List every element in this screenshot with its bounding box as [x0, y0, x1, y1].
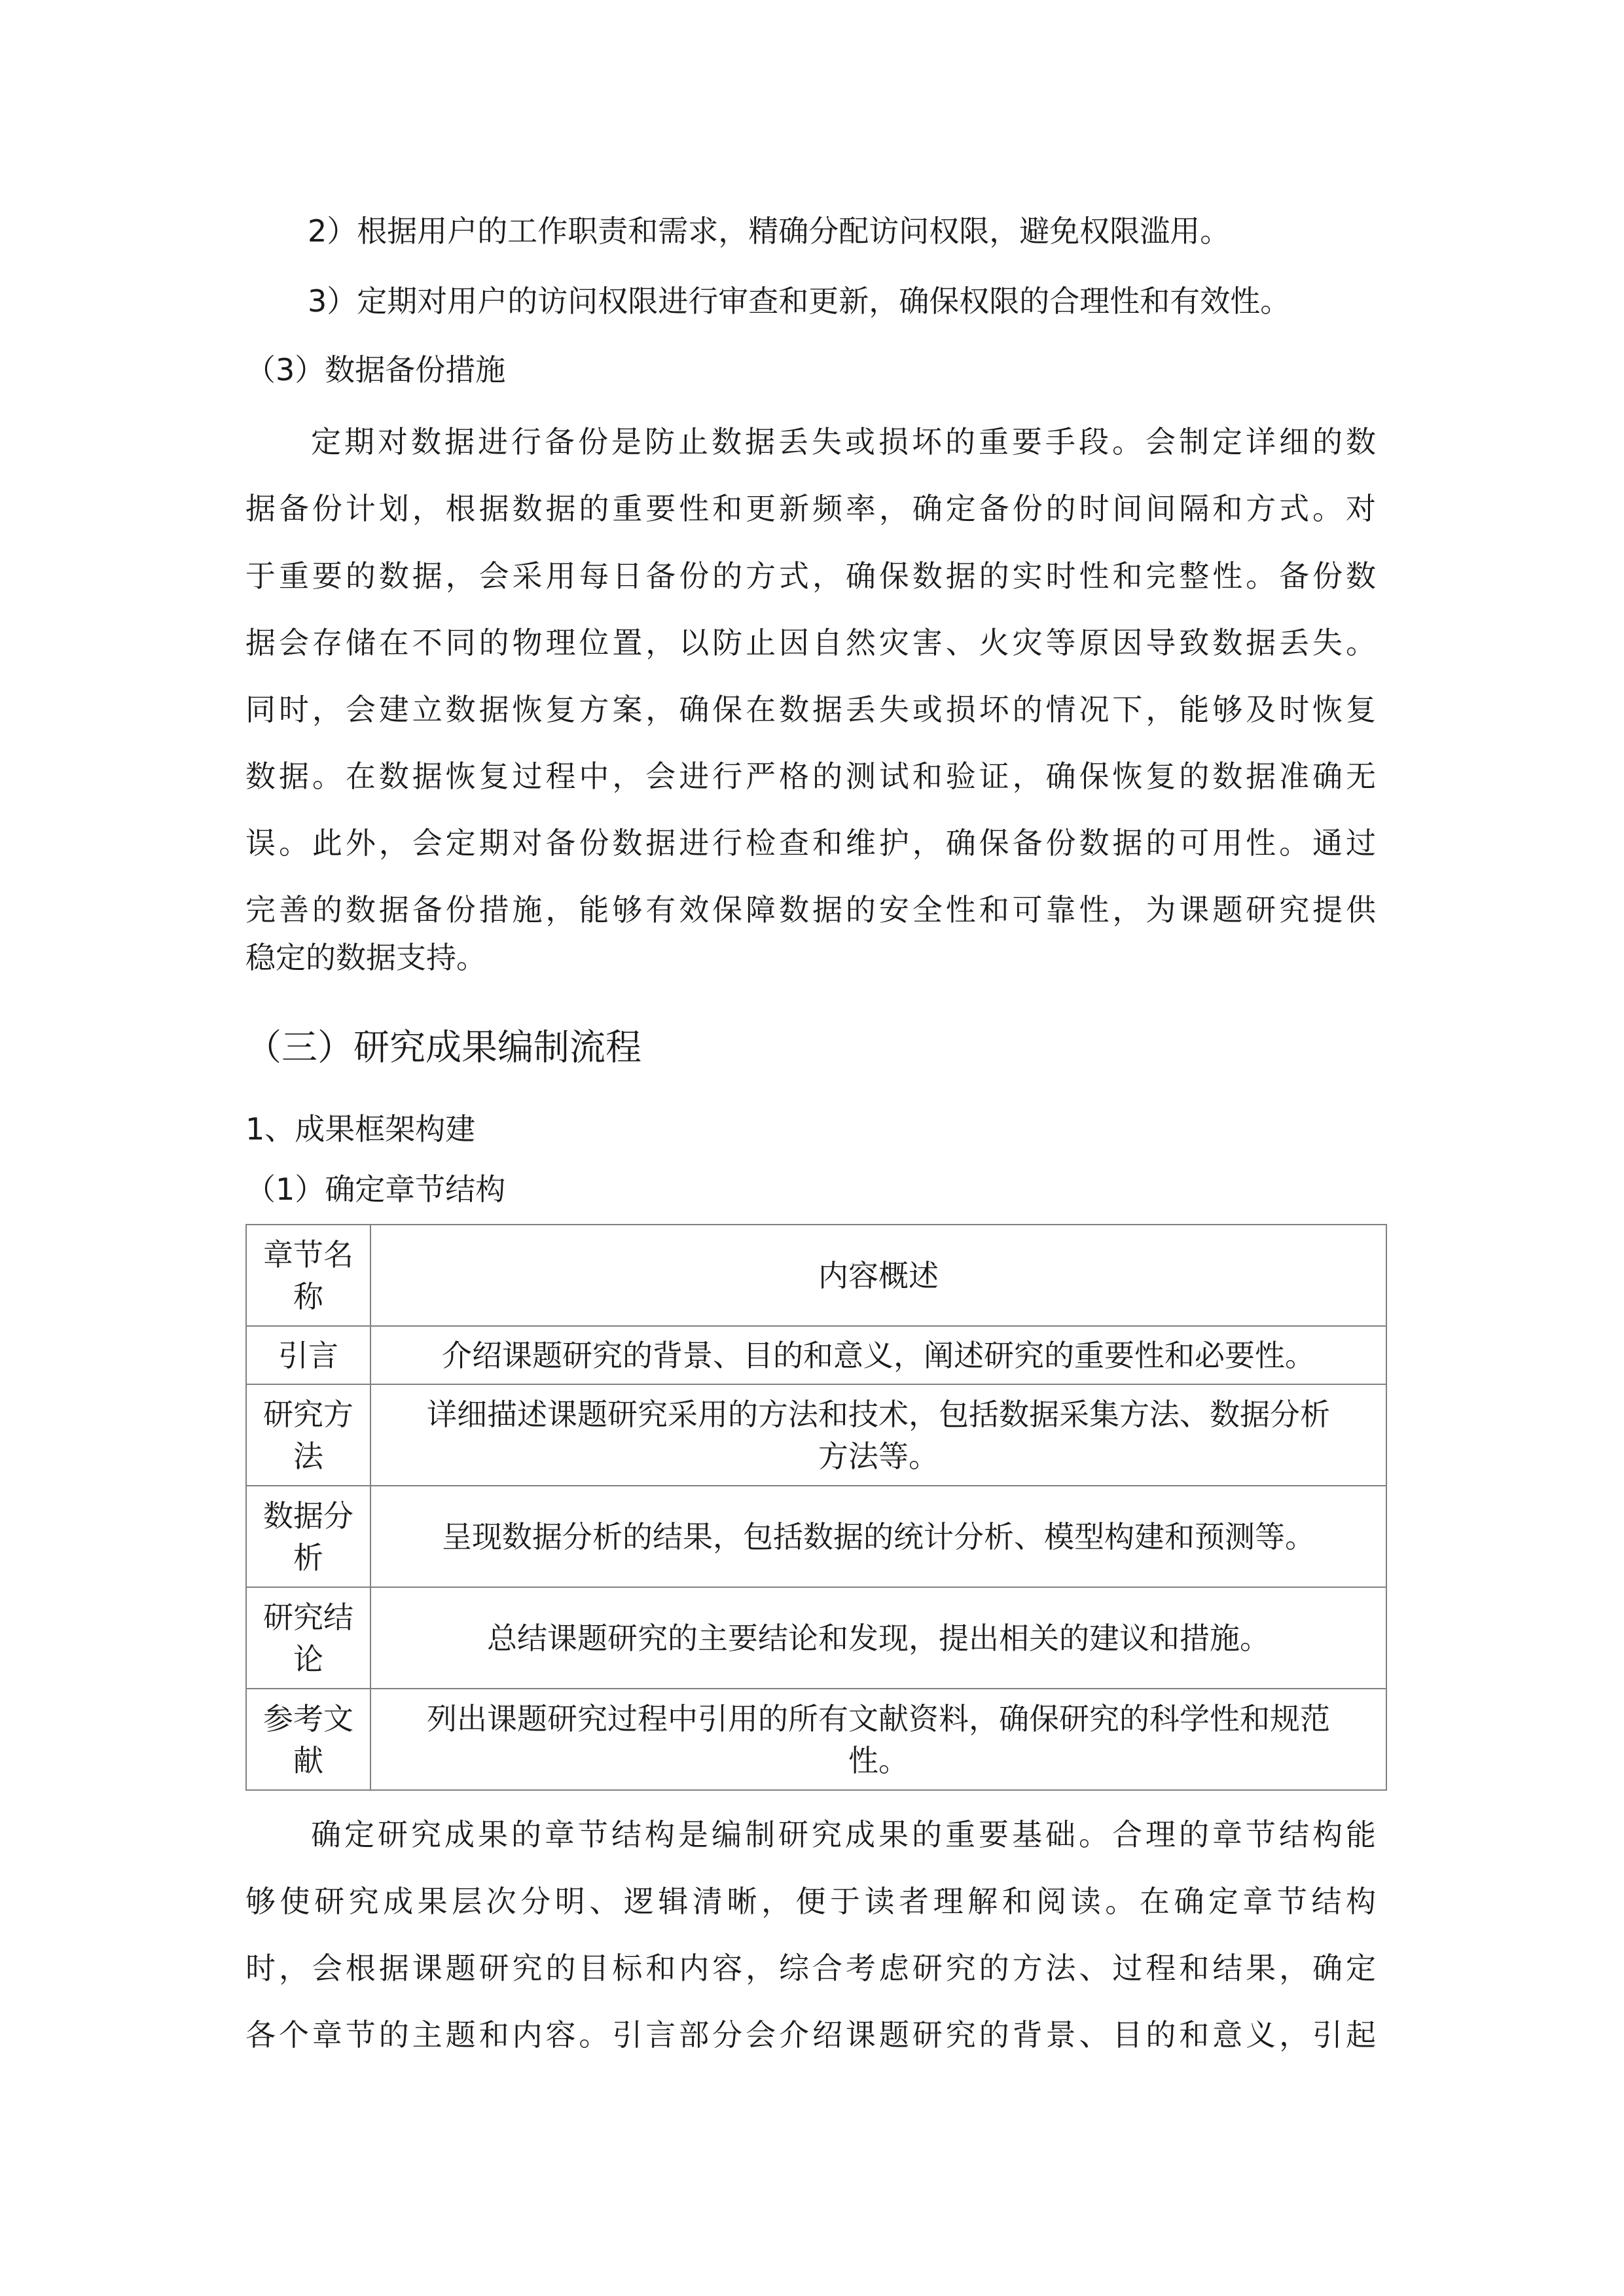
header-text: 章节名 — [263, 1236, 353, 1272]
table-cell — [370, 1384, 1386, 1486]
access-item-3: 3）定期对用户的访问权限进行审查和更新，确保权限的合理性和有效性。 — [308, 283, 1291, 319]
cell-text: 详细描述课题研究采用的方法和技术，包括数据采集方法、数据分析 — [427, 1396, 1330, 1432]
paragraph-line: 据会存储在不同的物理位置，以防止因自然灾害、火灾等原因导致数据丢失。 — [245, 625, 1376, 660]
chapter-structure-table — [245, 1224, 1387, 1791]
paragraph-line: 数据。在数据恢复过程中，会进行严格的测试和验证，确保恢复的数据准确无 — [245, 759, 1376, 794]
paragraph-line: 定期对数据进行备份是防止数据丢失或损坏的重要手段。会制定详细的数 — [311, 424, 1376, 459]
table-cell — [246, 1384, 370, 1486]
table-row — [246, 1689, 1386, 1790]
cell-text: 方法等。 — [818, 1438, 939, 1474]
subsubsection-heading: （1）确定章节结构 — [245, 1172, 506, 1207]
table-cell — [246, 1689, 370, 1790]
cell-text: 数据分 — [263, 1498, 353, 1534]
cell-text: 研究方 — [263, 1396, 353, 1432]
table-cell — [370, 1326, 1386, 1384]
cell-text: 参考文 — [263, 1700, 353, 1736]
section-heading: （三）研究成果编制流程 — [245, 1026, 642, 1068]
paragraph-line: 各个章节的主题和内容。引言部分会介绍课题研究的背景、目的和意义，引起 — [245, 2017, 1376, 2053]
cell-text: 呈现数据分析的结果，包括数据的统计分析、模型构建和预测等。 — [442, 1518, 1315, 1554]
paragraph-line: 够使研究成果层次分明、逻辑清晰，便于读者理解和阅读。在确定章节结构 — [245, 1884, 1376, 1919]
cell-text: 析 — [293, 1539, 323, 1575]
paragraph-line: 同时，会建立数据恢复方案，确保在数据丢失或损坏的情况下，能够及时恢复 — [245, 692, 1376, 727]
paragraph-line: 于重要的数据，会采用每日备份的方式，确保数据的实时性和完整性。备份数 — [245, 558, 1376, 594]
paragraph-line: 稳定的数据支持。 — [245, 940, 486, 975]
table-header-cell: 内容概述 — [370, 1225, 1386, 1326]
cell-text: 研究结 — [263, 1599, 353, 1635]
table-cell — [370, 1587, 1386, 1689]
cell-text: 总结课题研究的主要结论和发现，提出相关的建议和措施。 — [487, 1620, 1270, 1656]
paragraph-line: 完善的数据备份措施，能够有效保障数据的安全性和可靠性，为课题研究提供 — [245, 892, 1376, 927]
paragraph-line: 时，会根据课题研究的目标和内容，综合考虑研究的方法、过程和结果，确定 — [245, 1950, 1376, 1986]
cell-text: 列出课题研究过程中引用的所有文献资料，确保研究的科学性和规范 — [427, 1700, 1330, 1736]
table-cell — [246, 1486, 370, 1587]
cell-text: 论 — [293, 1641, 323, 1677]
cell-text: 献 — [293, 1742, 323, 1778]
paragraph-line: 确定研究成果的章节结构是编制研究成果的重要基础。合理的章节结构能 — [311, 1817, 1376, 1852]
header-text: 称 — [293, 1278, 323, 1314]
table-row — [246, 1384, 1386, 1486]
cell-text: 引言 — [278, 1337, 338, 1373]
table-header-row — [246, 1225, 1386, 1326]
table-cell — [370, 1689, 1386, 1790]
table-cell — [370, 1486, 1386, 1587]
backup-heading: （3）数据备份措施 — [245, 352, 506, 387]
paragraph-line: 据备份计划，根据数据的重要性和更新频率，确定备份的时间间隔和方式。对 — [245, 491, 1376, 526]
table-row — [246, 1587, 1386, 1689]
table-row — [246, 1326, 1386, 1384]
cell-text: 介绍课题研究的背景、目的和意义，阐述研究的重要性和必要性。 — [442, 1337, 1315, 1373]
table-header-cell — [246, 1225, 370, 1326]
subsection-heading: 1、成果框架构建 — [245, 1111, 476, 1147]
table-cell — [246, 1326, 370, 1384]
cell-text: 性。 — [848, 1742, 909, 1778]
paragraph-line: 误。此外，会定期对备份数据进行检查和维护，确保备份数据的可用性。通过 — [245, 825, 1376, 861]
table-cell — [246, 1587, 370, 1689]
access-item-2: 2）根据用户的工作职责和需求，精确分配访问权限，避免权限滥用。 — [308, 213, 1231, 249]
cell-text: 法 — [293, 1438, 323, 1474]
table-row — [246, 1486, 1386, 1587]
